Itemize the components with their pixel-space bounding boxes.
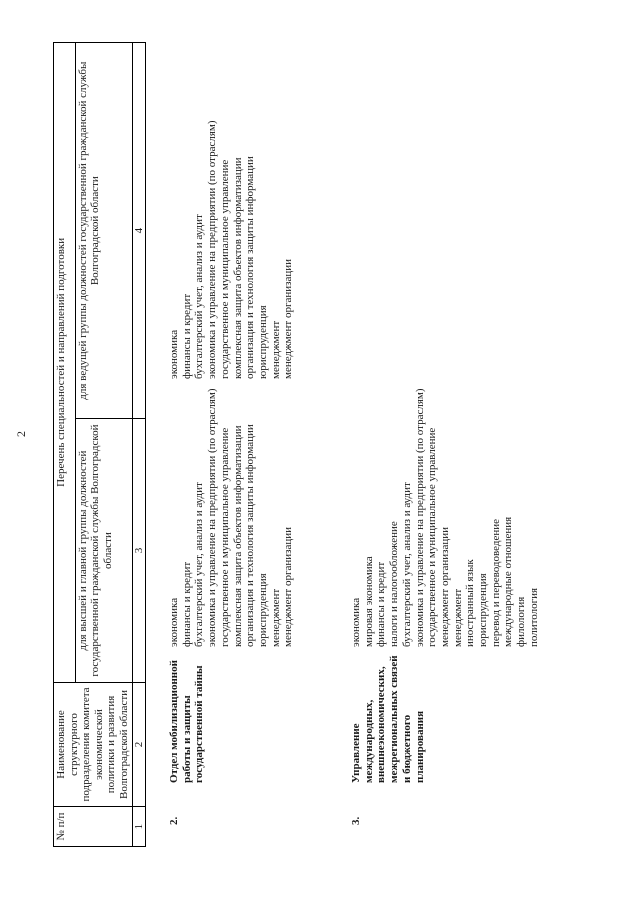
column-number: 2 (132, 682, 145, 806)
list-item: финансы и кредит (180, 561, 193, 647)
list-item: экономика и управление на предприятии (по отраслям) (206, 120, 219, 379)
header-senior-groups: для высшей и главной группы должностей государственной гражданской службы Волгоградской области (75, 419, 132, 682)
header-specialties: Перечень специальностей и направлений подготовки (54, 43, 76, 683)
leading-specialties-list (168, 114, 295, 379)
list-item: международные отношения (502, 516, 515, 647)
list-item: налоги и налогообложение (388, 521, 401, 647)
list-item: экономика и управление на предприятии (по отраслям) (413, 388, 426, 647)
list-item: политология (527, 587, 540, 647)
list-item: государственное и муниципальное управление (218, 427, 231, 647)
list-item: менеджмент (451, 588, 464, 647)
senior-specialties-list (350, 382, 541, 647)
list-item: финансы и кредит (375, 561, 388, 647)
unit-name: Отдел мобилизационной работы и защиты государственной тайны (168, 660, 206, 783)
unit-name: Управление международных, внешнеэкономических, межрегиональных связей и бюджетного планирования (350, 655, 426, 783)
column-number: 4 (132, 43, 145, 419)
list-item: экономика (350, 597, 362, 647)
entry-number: 3. (350, 816, 362, 825)
list-item: комплексная защита объектов информатизации (231, 425, 244, 647)
list-item: экономика (168, 597, 180, 647)
list-item: филология (515, 596, 528, 647)
column-number: 3 (132, 419, 145, 682)
header-leading-group: для ведущей группы должностей государственной гражданской службы Волгоградской области (75, 43, 132, 419)
list-item: мировая экономика (362, 556, 375, 647)
list-item: государственное и муниципальное управление (426, 427, 439, 647)
list-item: организация и технология защиты информации (244, 424, 257, 647)
list-item: бухгалтерский учет, анализ и аудит (400, 482, 413, 647)
list-item: менеджмент организации (282, 526, 295, 647)
list-item: комплексная защита объектов информатизации (231, 157, 244, 379)
header-number: № п/п (54, 807, 133, 847)
list-item: финансы и кредит (180, 293, 193, 379)
list-item: менеджмент организации (282, 258, 295, 379)
table-row (350, 25, 560, 825)
list-item: экономика (168, 329, 180, 379)
header-unit-name: Наименование структурного подразделения комитета экономической политики и развития Волгоградской области (54, 682, 133, 806)
list-item: перевод и переводоведение (489, 519, 502, 647)
list-item: юриспруденция (477, 573, 490, 647)
list-item: государственное и муниципальное управление (218, 159, 231, 379)
list-item: менеджмент организации (438, 526, 451, 647)
list-item: менеджмент (269, 320, 282, 379)
column-number: 1 (132, 807, 145, 847)
list-item: экономика и управление на предприятии (по отраслям) (206, 388, 219, 647)
list-item: организация и технология защиты информации (244, 156, 257, 379)
specialties-table (53, 42, 146, 847)
entry-number: 2. (168, 816, 180, 825)
list-item: менеджмент (269, 588, 282, 647)
list-item: бухгалтерский учет, анализ и аудит (193, 214, 206, 379)
list-item: юриспруденция (256, 573, 269, 647)
page-number: 2 (14, 431, 28, 437)
table-header-row (54, 43, 76, 847)
column-number-row (132, 43, 145, 847)
list-item: юриспруденция (256, 305, 269, 379)
senior-specialties-list (168, 382, 295, 647)
list-item: бухгалтерский учет, анализ и аудит (193, 482, 206, 647)
list-item: иностранный язык (464, 559, 477, 647)
table-row (168, 25, 318, 825)
